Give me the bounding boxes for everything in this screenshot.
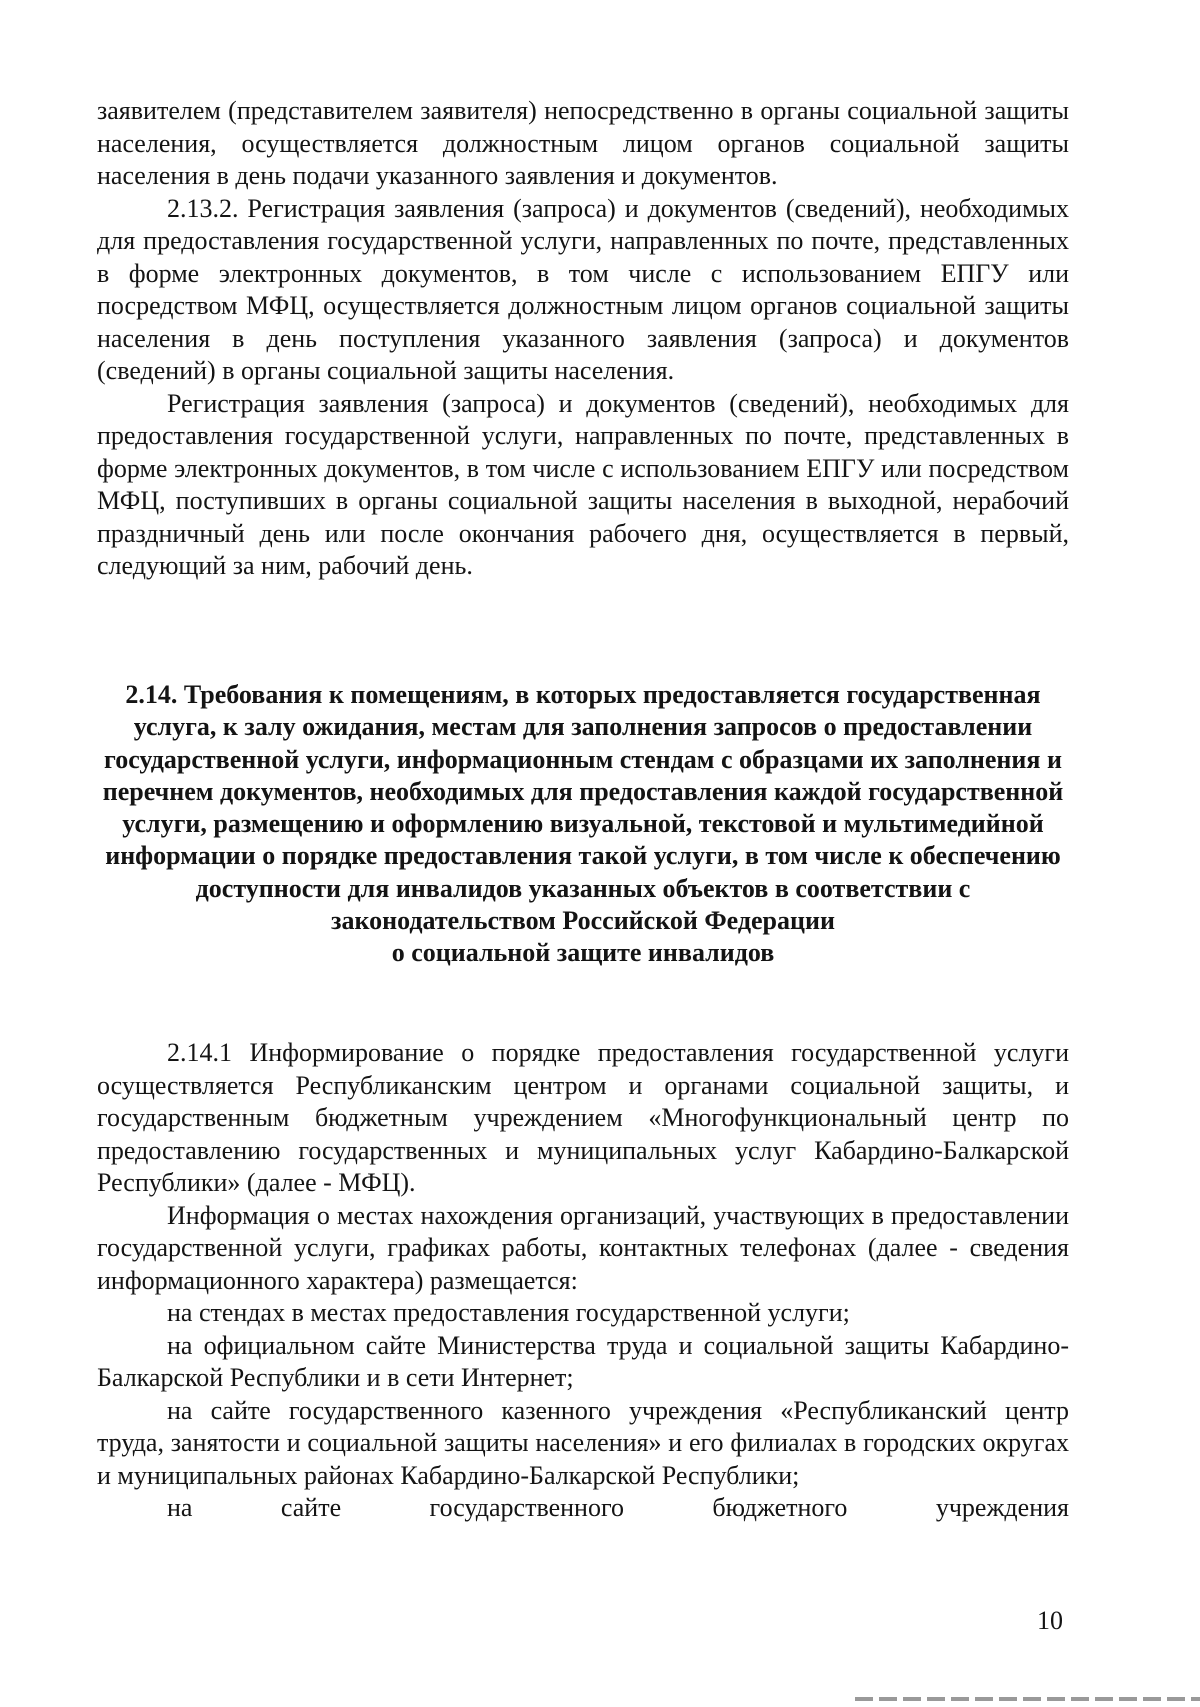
paragraph-2-13-2: 2.13.2. Регистрация заявления (запроса) и документов (сведений), необходимых для предоставления государственной услуги, направленных по почте, представленных в форме электронных документов, в том числе с использованием ЕПГУ или посредством МФЦ, осуществляется должностным лицом органов социальной защиты населения в день поступления указанного заявления (запроса) и документов (сведений) в органы социальной защиты населения. — [97, 193, 1069, 385]
heading-main: 2.14. Требования к помещениям, в которых предоставляется государственная услуга, к залу ожидания, местам для заполнения запросов о предоставлении государственной услуги, информационным стендам с образцами их заполнения и перечнем документов, необходимых для предоставления каждой государственной услуги, размещению и оформлению визуальной, текстовой и мультимедийной информации о порядке предоставления такой услуги, в том числе к обеспечению доступности для инвалидов указанных объектов в соответствии с законодательством Российской Федерации — [102, 680, 1064, 936]
scan-edge-mark — [855, 1697, 1200, 1701]
text-block-registration — [97, 95, 1069, 583]
list-item-ministry-site: на официальном сайте Министерства труда и социальной защиты Кабардино-Балкарской Республики и в сети Интернет; — [97, 1330, 1069, 1392]
section-heading-2-14 — [97, 679, 1069, 970]
paragraph-continuation: заявителем (представителем заявителя) непосредственно в органы социальной защиты населения, осуществляется должностным лицом органов социальной защиты населения в день подачи указанного заявления и документов. — [97, 96, 1069, 190]
list-item-budget-institution-site: на сайте государственного бюджетного учреждения — [167, 1493, 1069, 1522]
paragraph-2-14-1: 2.14.1 Информирование о порядке предоставления государственной услуги осуществляется Республиканским центром и органами социальной защиты, и государственным бюджетным учреждением «Многофункциональный центр по предоставлению государственных и муниципальных услуг Кабардино-Балкарской Республики» (далее - МФЦ). — [97, 1038, 1069, 1197]
list-item-republican-center-site: на сайте государственного казенного учреждения «Республиканский центр труда, занятости и социальной защиты населения» и его филиалах в городских округах и муниципальных районах Кабардино-Балкарской Республики; — [97, 1395, 1069, 1490]
text-block-informing — [97, 1037, 1069, 1525]
heading-last-line: о социальной защите инвалидов — [391, 938, 775, 968]
list-item-stands: на стендах в местах предоставления государственной услуги; — [167, 1298, 850, 1327]
paragraph-information-places: Информация о местах нахождения организаций, участвующих в предоставлении государственной услуги, графиках работы, контактных телефонах (далее - сведения информационного характера) размещается: — [97, 1200, 1069, 1295]
page-number: 10 — [1037, 1606, 1063, 1635]
paragraph-registration-holidays: Регистрация заявления (запроса) и документов (сведений), необходимых для предоставления государственной услуги, направленных по почте, представленных в форме электронных документов, в том числе с использованием ЕПГУ или посредством МФЦ, поступивших в органы социальной защиты населения в выходной, нерабочий праздничный день или после окончания рабочего дня, осуществляется в первый, следующий за ним, рабочий день. — [97, 388, 1069, 580]
